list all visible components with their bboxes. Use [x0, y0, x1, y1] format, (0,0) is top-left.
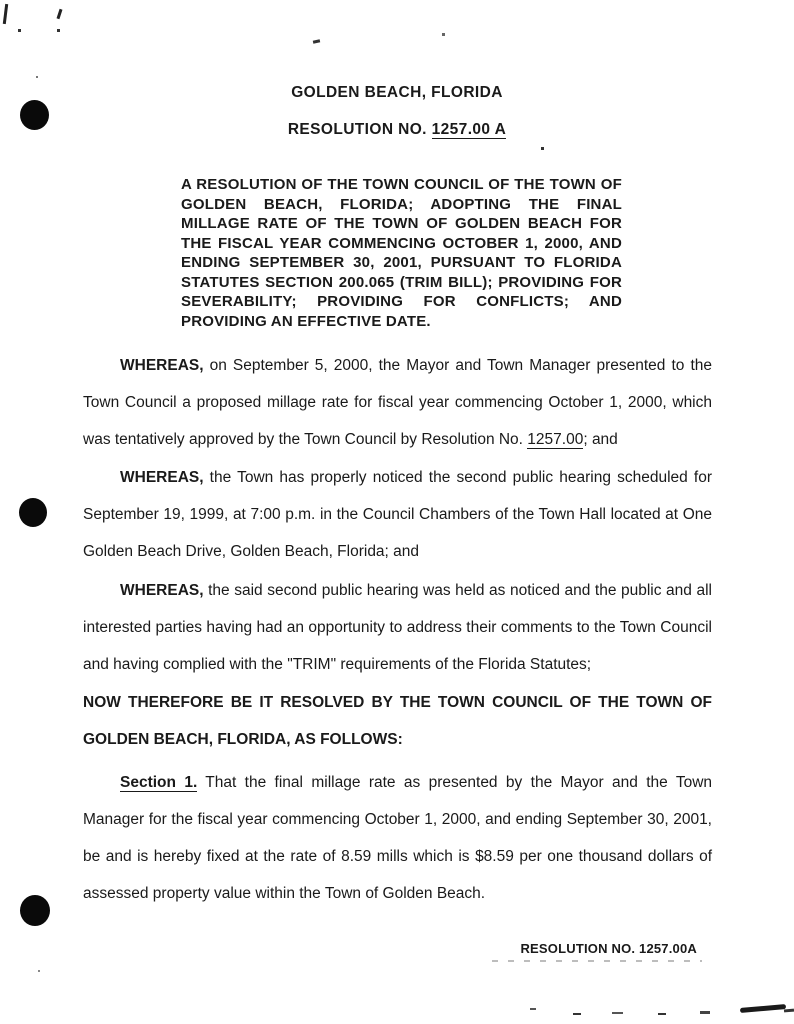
scan-artifact	[740, 1004, 786, 1013]
scan-artifact	[38, 970, 40, 972]
scan-artifact	[530, 1008, 536, 1010]
scan-artifact	[3, 4, 8, 24]
footer-resolution-number: RESOLUTION NO. 1257.00A	[520, 941, 697, 956]
scan-artifact	[18, 29, 21, 32]
scan-artifact	[313, 39, 320, 43]
resolved-clause: NOW THEREFORE BE IT RESOLVED BY THE TOWN COUNCIL OF THE TOWN OF GOLDEN BEACH, FLORIDA, AS FOLLOWS:	[83, 694, 712, 748]
scan-artifact	[573, 1013, 581, 1015]
scan-artifact	[700, 1011, 710, 1014]
document-title: GOLDEN BEACH, FLORIDA	[291, 84, 503, 101]
whereas-paragraph-1	[83, 347, 712, 458]
whereas-lead-3: WHEREAS,	[120, 582, 204, 599]
section-1-text: That the final millage rate as presented by the Mayor and the Town Manager for the fiscal year commencing October 1, 2000, and ending September 30, 2001, be and is hereby fixed at the rate of 8.59 mills which is $8.59 per one thousand dollars of assessed property value within the Town of Golden Beach.	[83, 774, 713, 902]
whereas-paragraph-2	[83, 459, 712, 570]
section-1-paragraph	[83, 764, 712, 912]
scan-artifact	[612, 1012, 623, 1014]
scan-artifact	[442, 33, 445, 36]
punch-hole-mark	[19, 498, 47, 527]
whereas-text-1: on September 5, 2000, the Mayor and Town Manager presented to the Town Council a proposed millage rate for fiscal year commencing October 1, 2000, which was tentatively approved by the Town Council by Resolution No.	[83, 357, 712, 448]
whereas-text-2: the Town has properly noticed the second public hearing scheduled for September 19, 1999, at 7:00 p.m. in the Council Chambers of the Town Hall located at One Golden Beach Drive, Golden Beach, Florida; and	[83, 469, 712, 560]
scan-artifact	[658, 1013, 666, 1015]
resolution-number: 1257.00 A	[431, 121, 507, 138]
scan-artifact	[36, 76, 38, 78]
scan-artifact	[57, 9, 63, 19]
resolution-prefix: RESOLUTION NO.	[287, 121, 432, 138]
scan-artifact	[784, 1009, 794, 1013]
resolution-number-heading	[0, 121, 794, 139]
whereas-text-1-end: ; and	[583, 431, 618, 448]
whereas-paragraph-3	[83, 572, 712, 683]
referenced-resolution-number: 1257.00	[527, 431, 584, 448]
whereas-lead-1: WHEREAS,	[120, 357, 204, 374]
punch-hole-mark	[20, 895, 50, 926]
whereas-lead-2: WHEREAS,	[120, 469, 204, 486]
scan-artifact	[57, 29, 60, 32]
whereas-text-3: the said second public hearing was held as noticed and the public and all interested parties having had an opportunity to address their comments to the Town Council and having complied with the "TRIM" requirements of the Florida Statutes;	[83, 582, 712, 673]
scan-artifact	[541, 147, 544, 150]
scan-artifact	[492, 960, 702, 962]
section-1-heading: Section 1.	[120, 774, 198, 791]
resolution-caption: A RESOLUTION OF THE TOWN COUNCIL OF THE TOWN OF GOLDEN BEACH, FLORIDA; ADOPTING THE FINAL MILLAGE RATE OF THE TOWN OF GOLDEN BEACH FOR THE FISCAL YEAR COMMENCING OCTOBER 1, 2000, AND ENDING SEPTEMBER 30, 2001, PURSUANT TO FLORIDA STATUTES SECTION 200.065 (TRIM BILL); PROVIDING FOR SEVERABILITY; PROVIDING FOR CONFLICTS; AND PROVIDING AN EFFECTIVE DATE.	[181, 176, 622, 330]
